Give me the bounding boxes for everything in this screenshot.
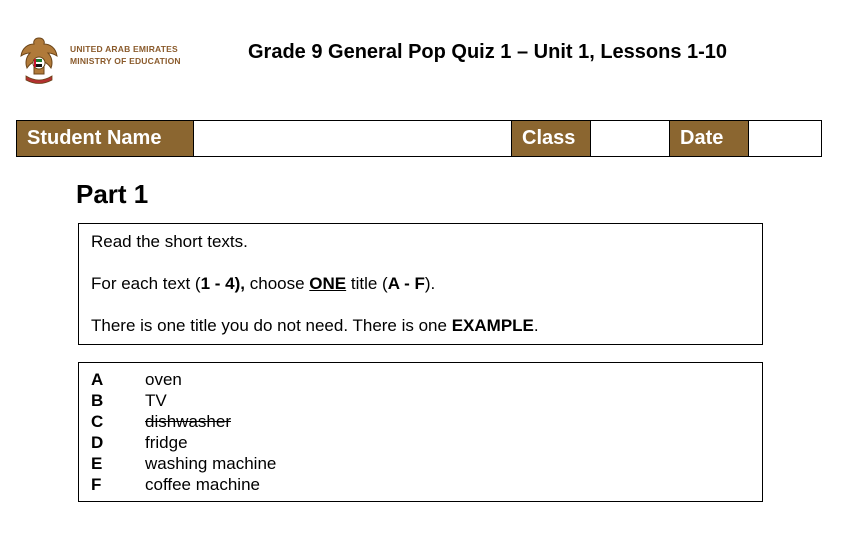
option-text-struck: dishwasher bbox=[145, 412, 231, 431]
part-heading: Part 1 bbox=[76, 179, 149, 209]
student-info-row bbox=[16, 120, 822, 157]
instruction-text: title ( bbox=[346, 274, 388, 293]
option-text: oven bbox=[145, 370, 182, 389]
instruction-range: 1 - 4 bbox=[200, 274, 235, 293]
instruction-emphasis: ONE bbox=[309, 274, 347, 293]
option-e bbox=[91, 453, 276, 474]
option-letter: A bbox=[91, 370, 104, 389]
instruction-text: There is one title you do not need. There is one bbox=[91, 316, 452, 335]
instruction-line-3 bbox=[91, 316, 539, 336]
option-d bbox=[91, 432, 188, 453]
option-a bbox=[91, 369, 182, 390]
option-text: washing machine bbox=[145, 454, 277, 473]
instruction-text: ), bbox=[234, 274, 246, 293]
option-f bbox=[91, 474, 260, 495]
instructions-box bbox=[78, 223, 763, 345]
quiz-title: Grade 9 General Pop Quiz 1 – Unit 1, Lessons 1-10 bbox=[248, 41, 728, 63]
option-text: fridge bbox=[145, 433, 188, 452]
instruction-text: . bbox=[533, 316, 539, 335]
ministry-line-2: MINISTRY OF EDUCATION bbox=[70, 56, 181, 66]
options-box bbox=[78, 362, 763, 502]
ministry-line-1: UNITED ARAB EMIRATES bbox=[70, 44, 178, 54]
instruction-line-2 bbox=[91, 274, 435, 294]
date-label: Date bbox=[670, 121, 749, 156]
option-b bbox=[91, 390, 167, 411]
instruction-line-1: Read the short texts. bbox=[91, 232, 248, 251]
uae-falcon-emblem-icon bbox=[18, 34, 60, 86]
instruction-emphasis: EXAMPLE bbox=[451, 316, 534, 335]
date-field[interactable] bbox=[749, 121, 821, 156]
instruction-text: ). bbox=[424, 274, 436, 293]
ministry-text bbox=[70, 43, 181, 67]
option-letter: E bbox=[91, 454, 103, 473]
option-letter: D bbox=[91, 433, 104, 452]
option-text: coffee machine bbox=[145, 475, 260, 494]
student-name-field[interactable] bbox=[194, 121, 512, 156]
instruction-range: A - F bbox=[387, 274, 425, 293]
instruction-text: choose bbox=[245, 274, 310, 293]
class-label: Class bbox=[512, 121, 591, 156]
instruction-text: For each text ( bbox=[91, 274, 201, 293]
option-c bbox=[91, 411, 231, 432]
option-letter: B bbox=[91, 391, 104, 410]
option-letter: F bbox=[91, 475, 102, 494]
option-letter: C bbox=[91, 412, 104, 431]
option-text: TV bbox=[145, 391, 167, 410]
student-name-label: Student Name bbox=[17, 121, 194, 156]
class-field[interactable] bbox=[591, 121, 670, 156]
